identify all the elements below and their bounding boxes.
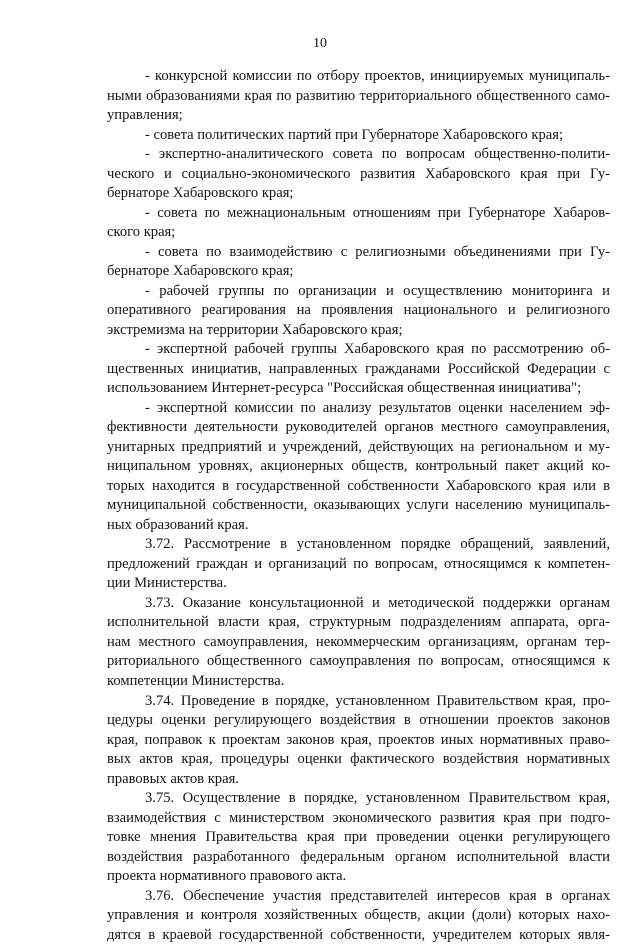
text-line: - совета по межнациональным отношениям при Губернаторе Хабаров- — [145, 204, 610, 221]
page-number: 10 — [313, 36, 327, 51]
document-body — [107, 67, 610, 945]
text-line: 3.75. Осуществление в порядке, установленном Правительством края, — [145, 790, 610, 807]
text-line: - конкурсной комиссии по отбору проектов, инициируемых муниципаль- — [145, 68, 610, 84]
text-line: предложений граждан и организаций по вопросам, относящимся к компетен- — [107, 555, 610, 572]
text-line: дятся в краевой государственной собственности, учредителем которых явля- — [107, 926, 610, 943]
text-line: 3.73. Оказание консультационной и методической поддержки органам — [145, 594, 610, 611]
text-line: правовых актов края. — [107, 770, 239, 787]
text-line: ческого и социально-экономического развития Хабаровского края при Гу- — [107, 165, 610, 182]
text-line: фективности деятельности руководителей органов местного самоуправления, — [107, 419, 610, 436]
text-line: экстремизма на территории Хабаровского края; — [107, 321, 403, 338]
text-line: бернаторе Хабаровского края; — [107, 263, 294, 280]
text-line: 3.72. Рассмотрение в установленном порядке обращений, заявлений, — [145, 536, 610, 553]
text-line: ции Министерства. — [107, 575, 227, 592]
text-line: товке мнения Правительства края при проведении оценки регулирующего — [107, 829, 610, 846]
text-line: 3.74. Проведение в порядке, установленном Правительством края, про- — [145, 692, 610, 709]
text-line: воздействия разработанного федеральным органом исполнительной власти — [107, 848, 610, 865]
text-line: унитарных предприятий и учреждений, действующих на региональном и му- — [107, 438, 610, 455]
text-line: - экспертно-аналитического совета по вопросам общественно-полити- — [145, 146, 610, 163]
text-line: нам местного самоуправления, некоммерческим организациям, органам тер- — [107, 633, 610, 650]
text-line: ниципальном уровнях, акционерных обществ, контрольный пакет акций ко- — [107, 458, 610, 475]
text-line: края, поправок к проектам законов края, проектов иных нормативных право- — [107, 731, 610, 748]
text-line: - совета по взаимодействию с религиозными объединениями при Гу- — [145, 243, 610, 260]
text-line: компетенции Министерства. — [107, 672, 285, 689]
text-line: исполнительной власти края, структурным подразделениям аппарата, орга- — [107, 614, 610, 631]
text-line: вых актов края, процедуры оценки фактического воздействия нормативных — [107, 751, 610, 768]
text-line: цедуры оценки регулирующего воздействия в отношении проектов законов — [107, 712, 610, 729]
text-line: щественных инициатив, направленных гражданами Российской Федерации с — [107, 360, 610, 377]
text-line: - рабочей группы по организации и осуществлению мониторинга и — [145, 282, 610, 299]
text-line: ными образованиями края по развитию территориального общественного само- — [107, 87, 610, 104]
text-line: риториального общественного самоуправления по вопросам, относящимся к — [107, 653, 610, 670]
text-line: - совета политических партий при Губернаторе Хабаровского края; — [145, 126, 563, 143]
text-line: ского края; — [107, 224, 176, 241]
text-line: проекта нормативного правового акта. — [107, 868, 347, 885]
text-line: оперативного реагирования на проявления национального и религиозного — [107, 302, 610, 319]
text-line: ных образований края. — [107, 516, 249, 533]
text-line: 3.76. Обеспечение участия представителей интересов края в органах — [145, 887, 610, 904]
text-line: торых находится в государственной собственности Хабаровского края или в — [107, 477, 610, 494]
text-line: - экспертной рабочей группы Хабаровского края по рассмотрению об- — [145, 341, 610, 358]
text-line: бернаторе Хабаровского края; — [107, 185, 294, 202]
text-line: управления; — [107, 107, 183, 124]
text-line: взаимодействия с министерством экономического развития края при подго- — [107, 809, 610, 826]
text-line: использованием Интернет-ресурса "Российская общественная инициатива"; — [107, 380, 582, 397]
text-line: управления и контроля хозяйственных обществ, акции (доли) которых нахо- — [107, 907, 610, 924]
text-line: - экспертной комиссии по анализу результатов оценки населением эф- — [145, 399, 610, 416]
text-line: муниципальной собственности, оказывающих услуги населению муниципаль- — [107, 497, 610, 514]
